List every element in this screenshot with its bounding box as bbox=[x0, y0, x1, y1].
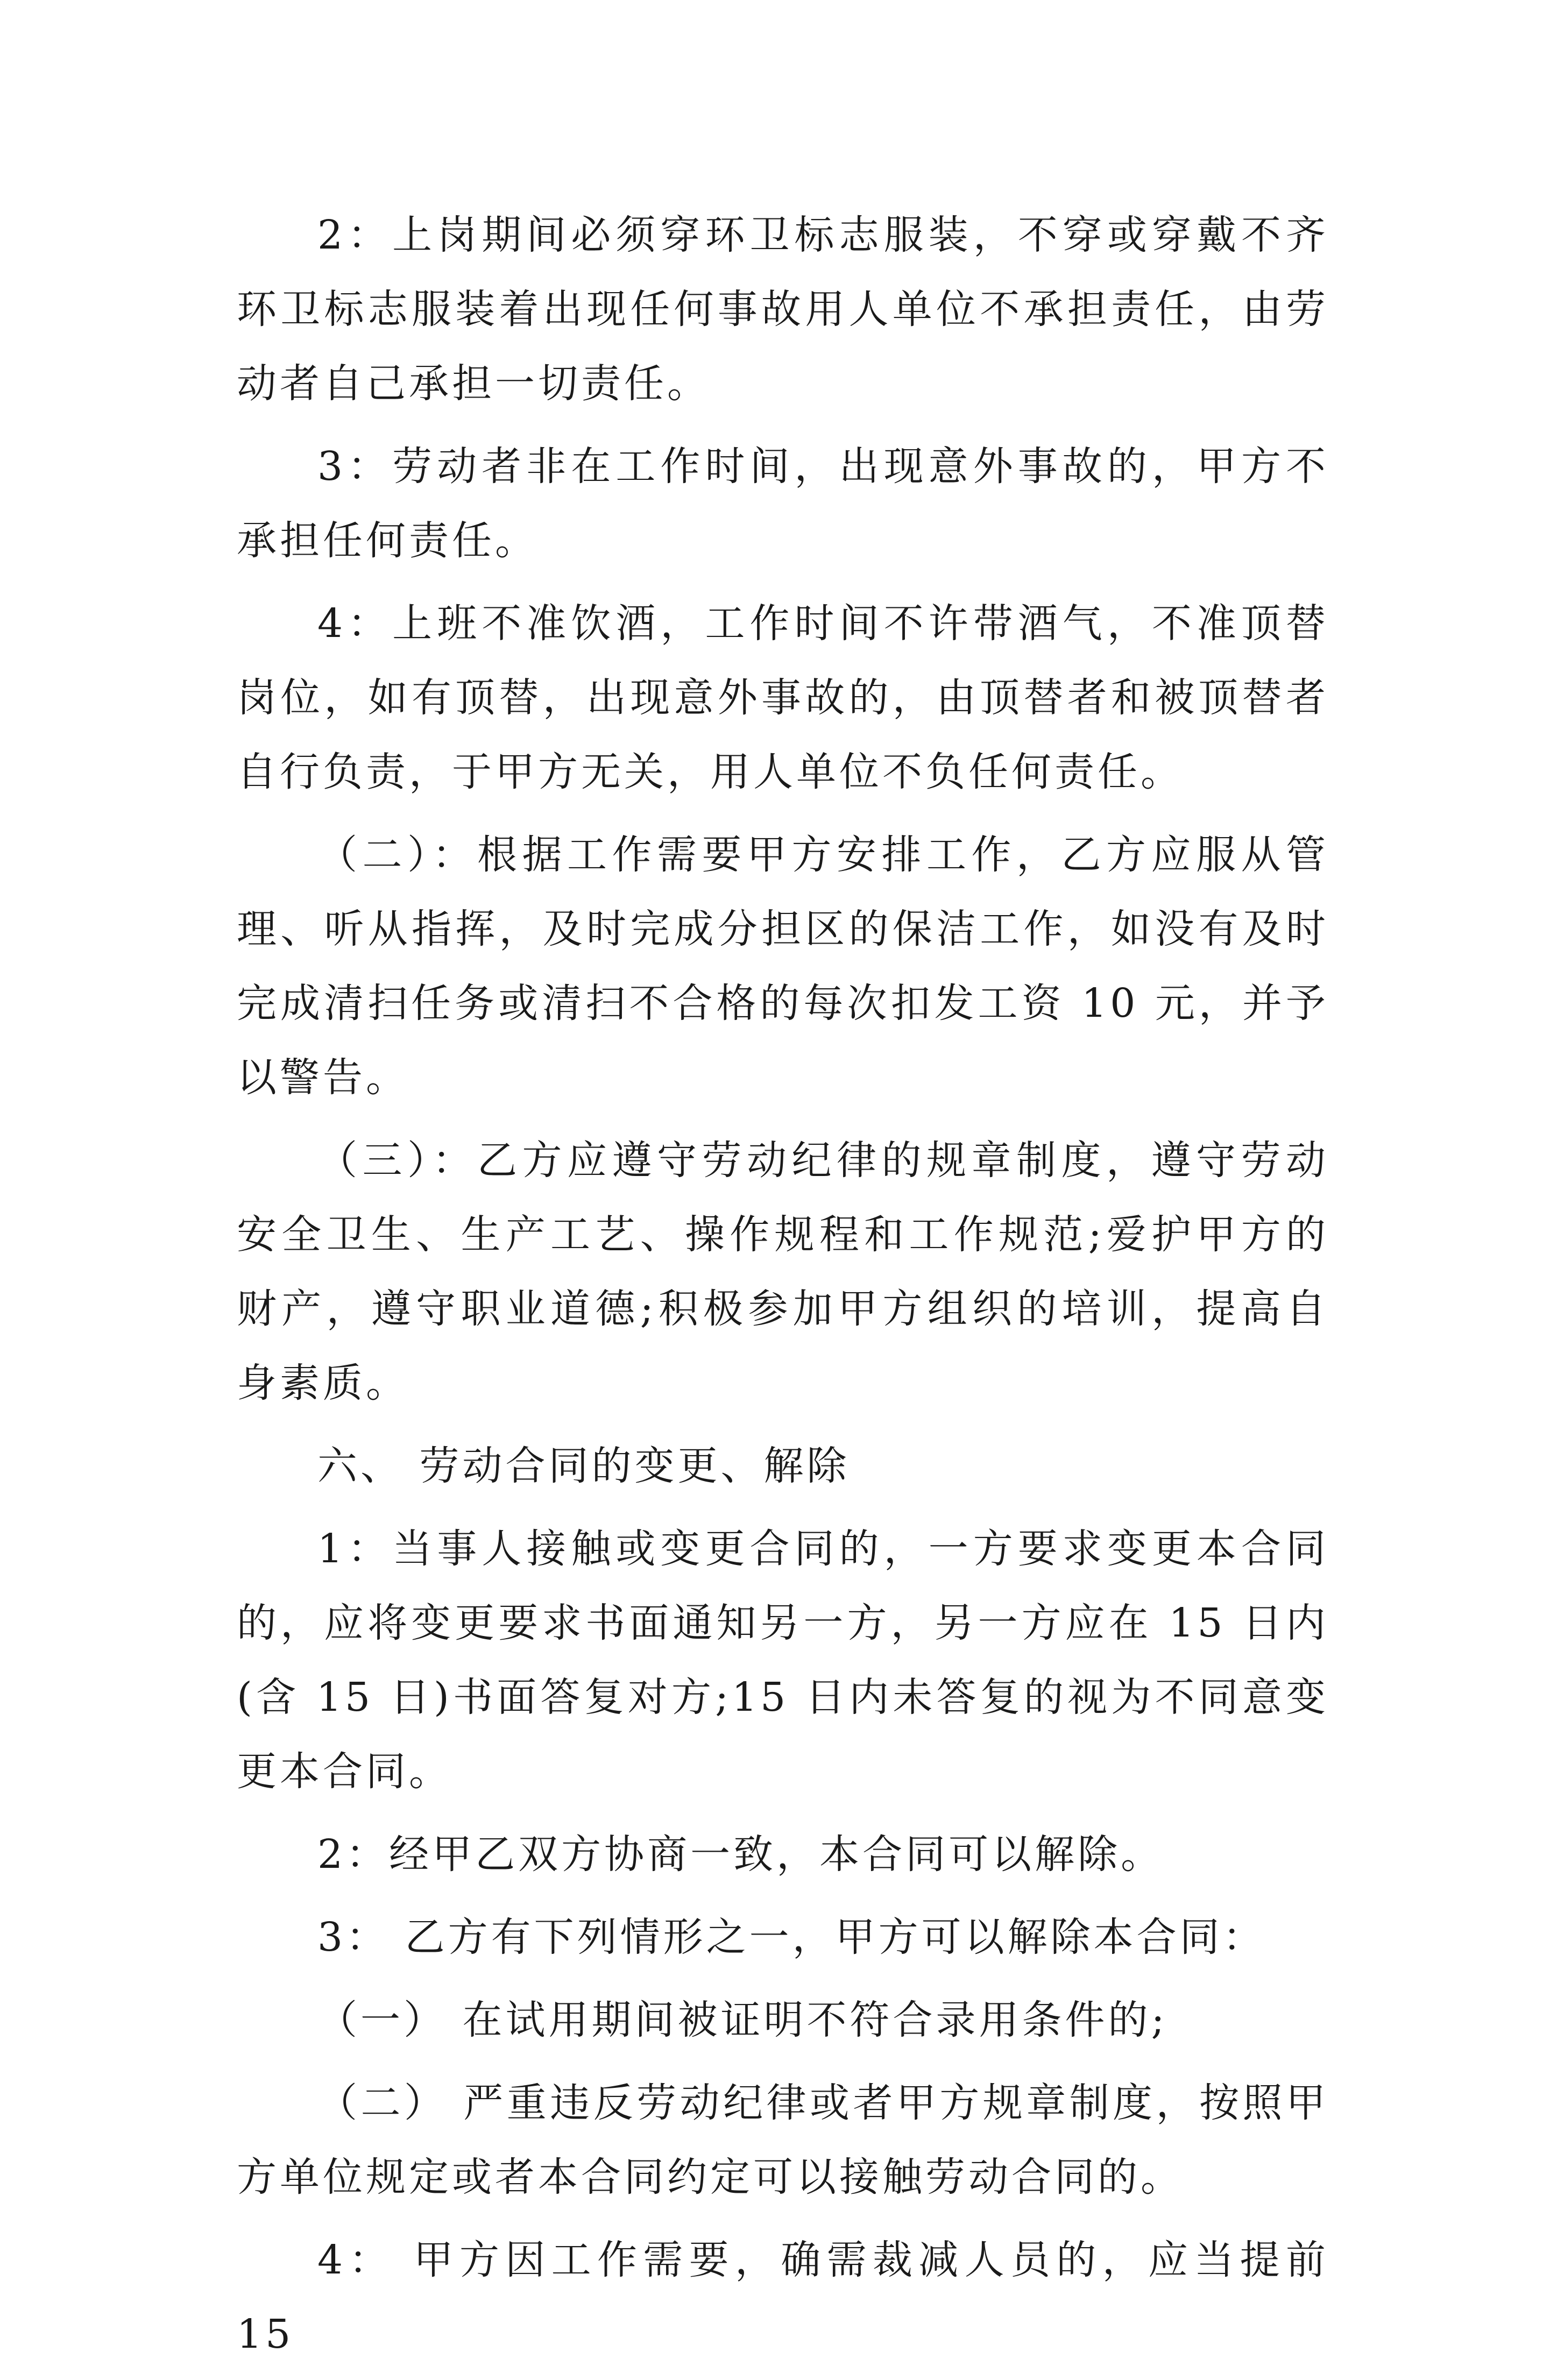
clause-paragraph: 4： 甲方因工作需要，确需裁减人员的，应当提前 15 bbox=[237, 2237, 1329, 2357]
clause-paragraph: 1：当事人接触或变更合同的，一方要求变更本合同的，应将变更要求书面通知另一方，另一方应在 15 日内(含 15 日)书面答复对方;15 日内未答复的视为不同意变更本合同。 bbox=[237, 1526, 1329, 1795]
clause-paragraph: 3： 乙方有下列情形之一，甲方可以解除本合同： bbox=[317, 1914, 1266, 1960]
clause-paragraph: 4：上班不准饮酒，工作时间不许带酒气，不准顶替岗位，如有顶替，出现意外事故的，由顶替者和被顶替者自行负责，于甲方无关，用人单位不负任何责任。 bbox=[237, 600, 1329, 795]
clause-paragraph: （三）：乙方应遵守劳动纪律的规章制度，遵守劳动安全卫生、生产工艺、操作规程和工作规范;爱护甲方的财产，遵守职业道德;积极参加甲方组织的培训，提高自身素质。 bbox=[237, 1137, 1329, 1406]
clause-paragraph: （一） 在试用期间被证明不符合录用条件的; bbox=[317, 1997, 1168, 2043]
clause-paragraph: （二）：根据工作需要甲方安排工作，乙方应服从管理、听从指挥，及时完成分担区的保洁工作，如没有及时完成清扫任务或清扫不合格的每次扣发工资 10 元，并予以警告。 bbox=[237, 832, 1329, 1101]
document-body bbox=[237, 198, 1329, 2380]
clause-paragraph: 2：上岗期间必须穿环卫标志服装，不穿或穿戴不齐环卫标志服装着出现任何事故用人单位不承担责任，由劳动者自己承担一切责任。 bbox=[237, 212, 1329, 407]
clause-paragraph: 3：劳动者非在工作时间，出现意外事故的，甲方不承担任何责任。 bbox=[237, 443, 1329, 564]
clause-paragraph: （二） 严重违反劳动纪律或者甲方规章制度，按照甲方单位规定或者本合同约定可以接触劳动合同的。 bbox=[237, 2080, 1329, 2200]
clause-paragraph: 2：经甲乙双方协商一致，本合同可以解除。 bbox=[317, 1831, 1164, 1878]
section-heading: 六、 劳动合同的变更、解除 bbox=[317, 1443, 850, 1489]
